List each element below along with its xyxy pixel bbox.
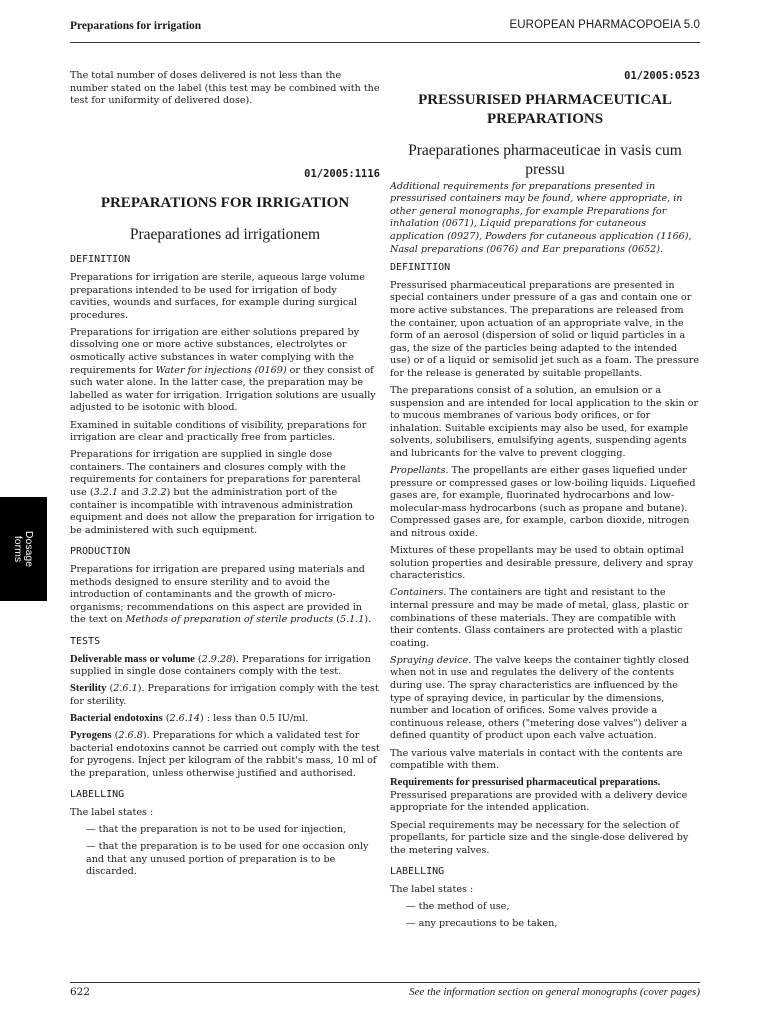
text: (: [333, 614, 340, 626]
section-heading-labelling: LABELLING: [390, 866, 445, 878]
definition-paragraph: Preparations for irrigation are sterile, aqueous large volume preparations intended to be used for irrigation of body cavities, wounds and surfaces, for example during surgical procedures.: [70, 271, 365, 321]
footer-note: See the information section on general monographs (cover pages): [409, 986, 700, 998]
subsection-label: Requirements for pressurised pharmaceutical preparations.: [390, 777, 661, 789]
section-heading-tests: TESTS: [70, 635, 101, 647]
cross-reference-link[interactable]: 5.1.1: [339, 614, 365, 626]
cross-reference-link[interactable]: 2.6.8: [118, 729, 143, 741]
monograph-title: PRESSURISED PHARMACEUTICAL PREPARATIONS: [418, 91, 672, 127]
text: ). Preparations for which a validated test for bacterial endotoxins cannot be carried out comply with the test for pyrogens. Inject per kilogram of the rabbit's mass, 10 ml of the preparation, unless otherwise justified and authorised.: [70, 729, 380, 779]
footer-rule: [70, 982, 700, 983]
labelling-item: — any precautions to be taken,: [406, 918, 558, 930]
additional-requirements-note: Additional requirements for preparations presented in pressurised containers may be found, where appropriate, in other general monographs, for example Preparations for inhalation (0671), Liquid preparations for cutaneous application (0927), Powders for cutaneous application (1166), Nasal preparations (0676) and Ear preparations (0652).: [390, 180, 692, 255]
section-heading-definition: DEFINITION: [390, 262, 451, 274]
test-bacterial-endotoxins: [70, 713, 380, 726]
text: ).: [364, 614, 372, 626]
text: The containers are tight and resistant to the internal pressure and may be made of metal, glass, plastic or combinations of these materials. They are compatible with their contents. Glass containers are protected with a plastic coating.: [390, 587, 689, 649]
right-column: [390, 70, 700, 935]
text: Preparations for irrigation are prepared using materials and methods designed to ensure sterility and to avoid the introduction of contaminants and the growth of micro-organisms; recommendations on this aspect are provided in the text on: [70, 563, 365, 626]
page-number: 622: [70, 986, 91, 998]
test-sterility: [70, 683, 380, 708]
monograph-latin-title: Praeparationes ad irrigationem: [129, 226, 321, 244]
text: (: [106, 683, 114, 695]
section-heading-labelling: LABELLING: [70, 789, 125, 801]
text: (: [111, 729, 119, 741]
text: or they consist of such water alone. In the latter case, the preparation may be labelled as water for irrigation. Irrigation solutions are usually adjusted to be isotonic with blood.: [70, 364, 376, 414]
monograph-reference: 01/2005:1116: [304, 167, 380, 180]
production-paragraph: [70, 564, 380, 627]
definition-paragraph: [70, 327, 380, 415]
section-thumb-tab-label: [12, 531, 34, 567]
test-label: Deliverable mass or volume: [70, 653, 195, 665]
text: Preparations for irrigation are supplied in single dose containers. The containers and closures comply with the requirements for containers for preparations for parenteral use (: [70, 449, 361, 498]
labelling-intro: The label states :: [70, 806, 154, 818]
running-header-title: Preparations for irrigation: [70, 20, 202, 32]
section-thumb-tab: [0, 497, 47, 601]
requirements-paragraph: [390, 777, 700, 815]
test-label: Pyrogens: [70, 729, 112, 741]
monograph-reference: 01/2005:0523: [624, 70, 700, 82]
labelling-item: — that the preparation is not to be used for injection,: [86, 824, 347, 836]
text: ) but the administration port of the container is incompatible with intravenous administration equipment and does not allow the preparation for irrigation to be administered with such equipment.: [70, 486, 375, 536]
text: The propellants are either gases liquefied under pressure or compressed gases or low-boiling liquids. Liquefied gases are, for example, fluorinated hydrocarbons and low-molecular-mass hydrocarbons (such as propane and butane). Compressed gases are, for example, carbon dioxide, nitrogen and nitrous oxide.: [390, 465, 696, 540]
test-deliverable-mass: [70, 654, 380, 679]
cross-reference-link[interactable]: 3.2.2: [142, 486, 167, 498]
cross-reference-link[interactable]: Methods of preparation of sterile products: [125, 614, 334, 626]
test-pyrogens: [70, 730, 380, 780]
spraying-device-paragraph: [390, 655, 700, 743]
text: Preparations for irrigation are either solutions prepared by dissolving one or more active substances, electrolytes or osmotically active substances in water complying with the requirements for: [70, 326, 360, 376]
labelling-intro: The label states :: [390, 883, 474, 895]
definition-paragraph: Pressurised pharmaceutical preparations are presented in special containers under pressure of a gas and contain one or more active substances. The preparations are released from the container, upon actuation of an appropriate valve, in the form of an aerosol (dispersion of solid or liquid particles in a gas, the size of the particles being adapted to the intended use) or of a liquid or semisolid jet such as a foam. The pressure for the release is generated by suitable propellants.: [390, 279, 700, 379]
section-heading-production: PRODUCTION: [70, 546, 131, 558]
subsection-label: Spraying device.: [390, 654, 472, 666]
labelling-item: — the method of use,: [406, 900, 510, 912]
text: ). Preparations for irrigation supplied in single dose containers comply with the test.: [70, 653, 371, 678]
cross-reference-link[interactable]: 2.6.14: [169, 712, 201, 724]
side-tab-line-2: forms: [12, 535, 24, 563]
left-column: [70, 70, 380, 883]
text: ). Preparations for irrigation comply with the test for sterility.: [70, 683, 379, 707]
monograph-title: PREPARATIONS FOR IRRIGATION: [100, 195, 350, 212]
continued-text: The total number of doses delivered is not less than the number stated on the label (this test may be combined with the test for uniformity of delivered dose).: [70, 70, 380, 107]
subsection-label: Containers.: [390, 587, 447, 599]
definition-paragraph: The preparations consist of a solution, an emulsion or a suspension and are intended for local application to the skin or to mucous membranes of various body orifices, or for inhalation. Suitable excipients may also be used, for example solvents, solubilisers, emulsifying agents, suspending agents and lubricants for the valve to prevent clogging.: [390, 385, 699, 459]
propellants-paragraph: [390, 465, 700, 541]
text: (: [194, 653, 202, 665]
valve-materials-paragraph: The various valve materials in contact with the contents are compatible with them.: [390, 747, 683, 772]
test-label: Bacterial endotoxins: [70, 712, 163, 724]
subsection-label: Propellants.: [390, 465, 449, 477]
mixtures-paragraph: Mixtures of these propellants may be used to obtain optimal solution properties and desirable pressure, delivery and spray characteristics.: [390, 545, 694, 582]
cross-reference-link[interactable]: 2.9.28: [201, 653, 233, 665]
containers-paragraph: [390, 587, 700, 650]
labelling-item: — that the preparation is to be used for one occasion only and that any unused portion of preparation is to be discarded.: [86, 841, 369, 878]
monograph-latin-title: Praeparationes pharmaceuticae in vasis cum pressu: [408, 141, 682, 178]
header-rule: [70, 42, 700, 43]
cross-reference-link[interactable]: Water for injections (0169): [155, 364, 287, 376]
cross-reference-link[interactable]: 2.6.1: [113, 683, 138, 695]
definition-paragraph: [70, 449, 380, 537]
cross-reference-link[interactable]: 3.2.1: [93, 486, 118, 498]
side-tab-line-1: Dosage: [23, 530, 35, 568]
text: and: [118, 486, 143, 498]
text: Pressurised preparations are provided with a delivery device appropriate for the intended application.: [390, 789, 688, 814]
text: ) : less than 0.5 IU/ml.: [200, 712, 309, 724]
text: The valve keeps the container tightly closed when not in use and regulates the delivery of the contents during use. The spray characteristics are influenced by the type of spraying device, in particular by the dimensions, number and location of orifices. Some valves provide a continuous release, others ("metering dose valves") deliver a defined quantity of product upon each valve actuation.: [390, 654, 690, 742]
text: (: [162, 712, 170, 724]
section-heading-definition: DEFINITION: [70, 254, 131, 266]
definition-paragraph: Examined in suitable conditions of visibility, preparations for irrigation are clear and practically free from particles.: [70, 419, 367, 444]
running-header-publication: EUROPEAN PHARMACOPOEIA 5.0: [509, 19, 700, 31]
test-label: Sterility: [70, 683, 107, 695]
special-requirements-paragraph: Special requirements may be necessary for the selection of propellants, for particle size and the single-dose delivered by the metering valves.: [390, 819, 689, 856]
